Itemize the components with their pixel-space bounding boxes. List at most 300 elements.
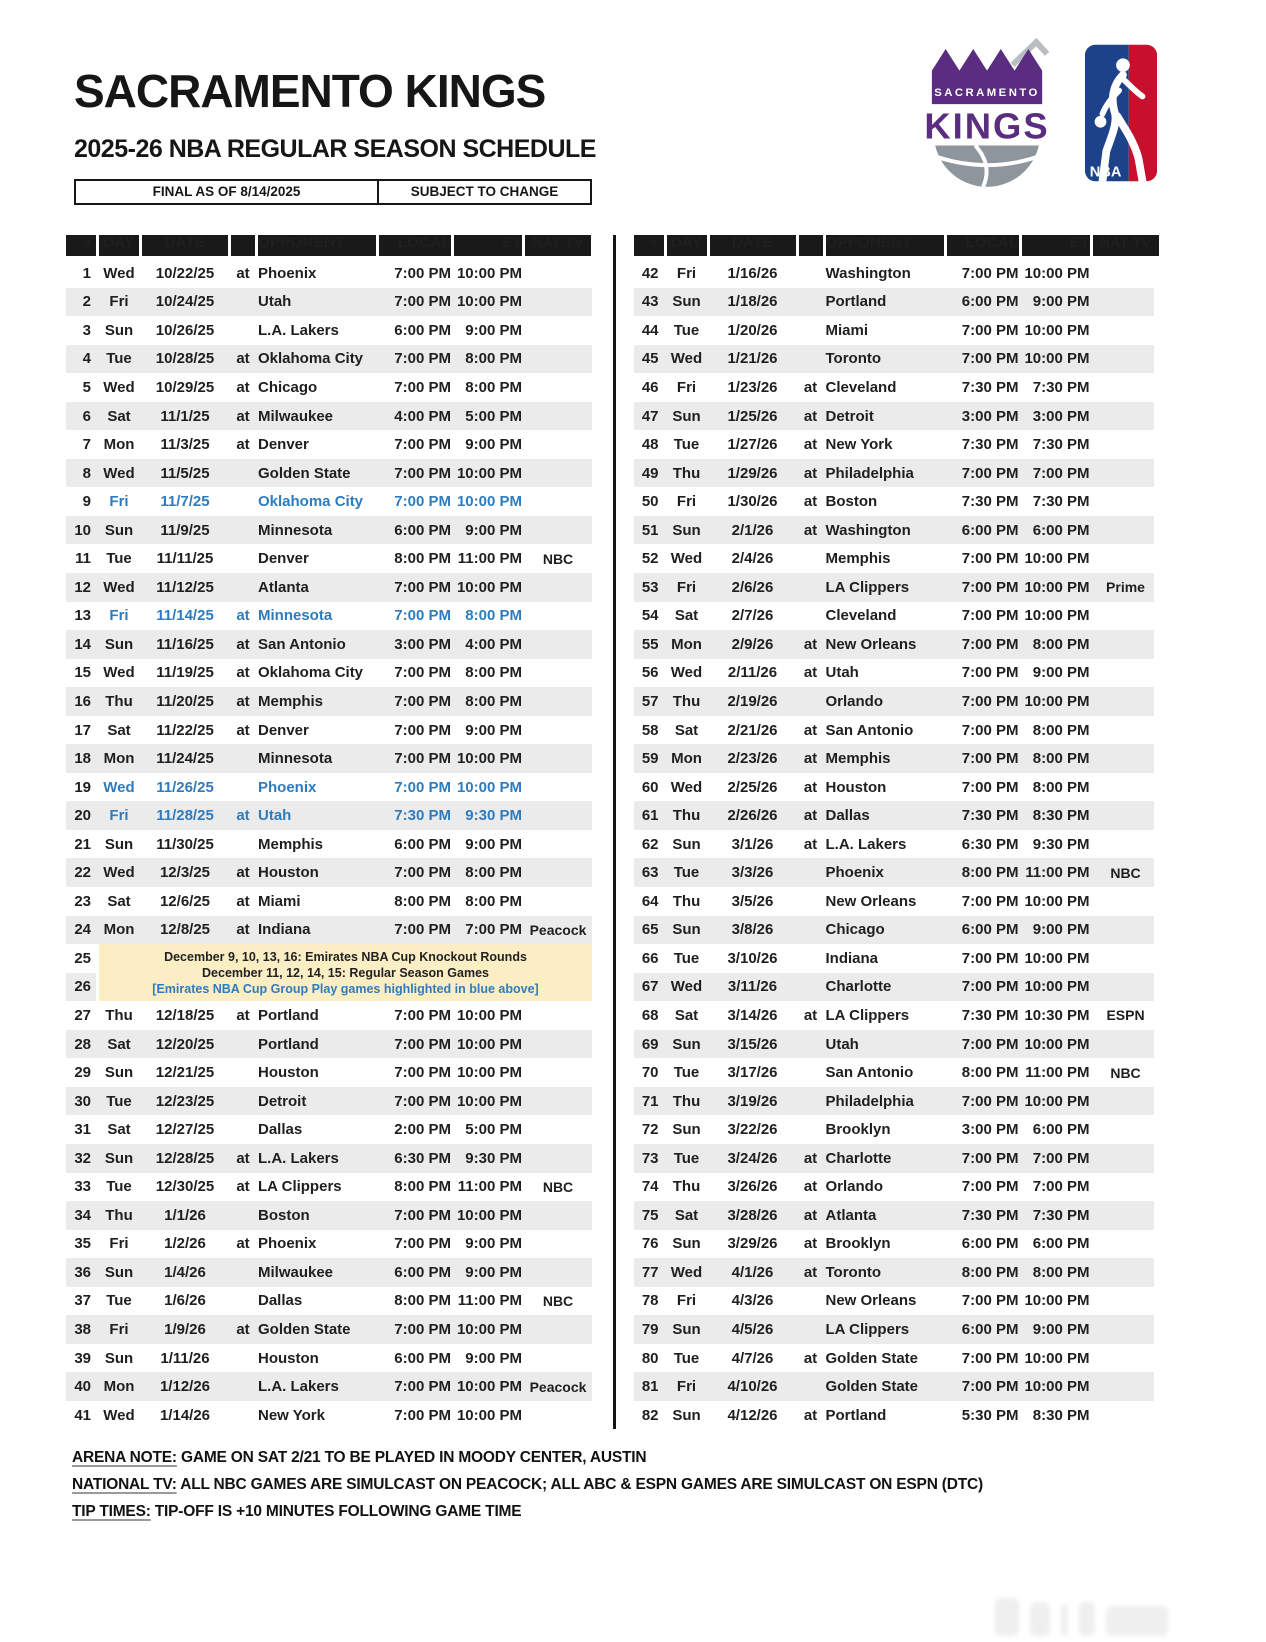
tip-times-note-label: TIP TIMES: (72, 1503, 151, 1521)
game-date: 3/29/26 (727, 1235, 778, 1253)
game-et-time: 10:00 PM (456, 578, 522, 596)
game-opponent: Miami (258, 892, 301, 910)
game-number: 15 (74, 664, 91, 682)
game-row (634, 716, 1154, 745)
cup-note-text (99, 944, 592, 1001)
game-date: 11/9/25 (160, 521, 210, 539)
game-number: 24 (74, 921, 91, 939)
game-et-time: 8:00 PM (1032, 721, 1090, 739)
game-et-time: 6:00 PM (1032, 1235, 1090, 1253)
game-number: 34 (74, 1206, 91, 1224)
game-local-time: 7:00 PM (394, 1206, 451, 1224)
game-date: 12/27/25 (155, 1121, 215, 1139)
game-row (634, 887, 1154, 916)
game-row (634, 1201, 1154, 1230)
game-row (634, 430, 1154, 459)
game-opponent: Orlando (825, 692, 884, 710)
column-header: OPPONENT (258, 235, 376, 256)
game-row (634, 1258, 1154, 1287)
game-local-time: 7:00 PM (961, 321, 1019, 339)
column-header: DAY (99, 235, 139, 256)
game-local-time: 6:00 PM (961, 1321, 1019, 1338)
game-opponent: San Antonio (825, 721, 914, 739)
game-day: Thu (672, 1178, 701, 1196)
game-row (634, 973, 1154, 1002)
game-number: 49 (641, 464, 659, 482)
game-day: Sun (672, 293, 701, 311)
game-et-time: 10:00 PM (1024, 692, 1090, 710)
game-et-time: 10:00 PM (1024, 892, 1090, 910)
game-opponent: Denver (258, 721, 309, 739)
game-local-time: 4:00 PM (394, 407, 451, 425)
game-number: 42 (641, 264, 659, 282)
game-local-time: 7:00 PM (394, 378, 451, 396)
game-day: Wed (103, 578, 135, 596)
schedule-tables (66, 235, 1266, 1429)
game-at: at (803, 378, 818, 396)
game-number: 33 (74, 1178, 91, 1196)
tip-times-note-text: TIP-OFF IS +10 MINUTES FOLLOWING GAME TIME (150, 1503, 522, 1521)
game-local-time: 7:00 PM (394, 607, 451, 625)
game-opponent: LA Clippers (825, 1321, 910, 1338)
game-number: 14 (74, 635, 91, 653)
game-date: 12/8/25 (159, 921, 211, 939)
game-et-time: 8:00 PM (1032, 635, 1090, 653)
game-at: at (236, 921, 250, 939)
game-local-time: 7:00 PM (961, 464, 1019, 482)
game-local-time: 7:00 PM (394, 1378, 451, 1396)
game-local-time: 7:00 PM (961, 664, 1019, 682)
game-row (634, 487, 1154, 516)
game-day: Thu (672, 692, 701, 710)
game-local-time: 6:00 PM (394, 1349, 451, 1367)
game-day: Fri (676, 493, 697, 511)
status-bar (74, 179, 592, 205)
game-date: 3/24/26 (727, 1149, 778, 1167)
game-et-time: 10:00 PM (456, 464, 522, 482)
game-local-time: 8:00 PM (394, 1292, 451, 1310)
game-opponent: Utah (258, 807, 292, 825)
game-number: 67 (641, 978, 659, 996)
game-opponent: Phoenix (258, 1235, 317, 1253)
game-et-time: 9:00 PM (1032, 1321, 1090, 1338)
column-header: NAT TV (1093, 235, 1159, 256)
game-et-time: 9:00 PM (465, 835, 522, 853)
game-et-time: 9:30 PM (465, 1149, 522, 1167)
game-local-time: 7:00 PM (394, 1035, 451, 1053)
game-et-time: 11:00 PM (1025, 864, 1090, 882)
game-opponent: LA Clippers (825, 1006, 910, 1024)
game-date: 4/5/26 (731, 1321, 774, 1338)
game-date: 1/11/26 (160, 1349, 210, 1367)
game-day: Sun (104, 635, 134, 653)
game-opponent: Memphis (258, 692, 324, 710)
game-local-time: 6:00 PM (394, 521, 451, 539)
game-opponent: LA Clippers (258, 1178, 342, 1196)
game-day: Tue (673, 864, 700, 882)
game-opponent: Milwaukee (258, 1263, 334, 1281)
game-et-time: 8:00 PM (465, 864, 522, 882)
game-et-time: 7:30 PM (1032, 378, 1090, 396)
game-date: 11/28/25 (156, 807, 214, 825)
game-number: 6 (82, 407, 91, 425)
game-day: Thu (672, 892, 701, 910)
game-local-time: 7:00 PM (961, 1292, 1019, 1310)
game-et-time: 10:00 PM (456, 1092, 522, 1110)
column-header (799, 235, 823, 256)
game-date: 2/23/26 (727, 750, 778, 768)
game-number: 19 (74, 778, 91, 796)
column-header: DAY (667, 235, 707, 256)
game-date: 11/24/25 (156, 750, 214, 768)
game-date: 12/28/25 (155, 1149, 215, 1167)
game-opponent: Toronto (825, 350, 882, 368)
game-number: 62 (641, 835, 659, 853)
game-et-time: 8:00 PM (465, 892, 522, 910)
game-et-time: 10:00 PM (1024, 578, 1090, 596)
game-number: 81 (641, 1378, 659, 1396)
game-date: 1/18/26 (727, 293, 778, 311)
game-et-time: 8:30 PM (1032, 1406, 1090, 1424)
game-opponent: Philadelphia (825, 1092, 914, 1110)
game-number: 80 (641, 1349, 659, 1367)
game-day: Wed (103, 1406, 135, 1424)
game-local-time: 7:00 PM (394, 493, 451, 511)
game-local-time: 3:00 PM (961, 1121, 1019, 1139)
game-opponent: Utah (825, 1035, 859, 1053)
game-day: Fri (676, 378, 697, 396)
game-local-time: 7:30 PM (394, 807, 451, 825)
game-opponent: L.A. Lakers (258, 321, 339, 339)
game-date: 11/26/25 (156, 778, 214, 796)
game-number: 64 (641, 892, 659, 910)
game-et-time: 10:00 PM (456, 1035, 522, 1053)
game-opponent: Utah (825, 664, 859, 682)
game-local-time: 7:30 PM (961, 1206, 1019, 1224)
game-local-time: 7:00 PM (961, 778, 1019, 796)
game-opponent: L.A. Lakers (825, 835, 907, 853)
game-et-time: 8:00 PM (465, 350, 522, 368)
game-row (66, 1173, 592, 1202)
game-et-time: 9:00 PM (465, 321, 522, 339)
game-at: at (803, 521, 818, 539)
game-day: Fri (109, 607, 129, 625)
game-day: Wed (670, 550, 703, 568)
game-day: Thu (105, 1007, 133, 1024)
game-et-time: 7:00 PM (465, 921, 522, 939)
game-number: 7 (82, 436, 91, 454)
game-day: Sun (672, 521, 701, 539)
final-as-of-label: FINAL AS OF 8/14/2025 (76, 181, 379, 203)
game-date: 2/19/26 (727, 692, 778, 710)
game-number: 30 (74, 1092, 91, 1110)
game-day: Tue (106, 1292, 132, 1310)
game-date: 1/2/26 (164, 1235, 206, 1253)
game-day: Sat (107, 1121, 131, 1139)
game-at: at (236, 807, 250, 825)
game-row (634, 916, 1154, 945)
game-at: at (236, 378, 250, 396)
game-number: 3 (82, 321, 91, 339)
game-opponent: Toronto (825, 1263, 882, 1281)
game-date: 3/11/26 (727, 978, 778, 996)
game-day: Fri (109, 1235, 129, 1253)
game-opponent: Indiana (825, 949, 879, 967)
game-opponent: L.A. Lakers (258, 1378, 339, 1396)
game-local-time: 7:00 PM (394, 864, 451, 882)
game-date: 11/19/25 (156, 664, 214, 682)
game-local-time: 6:00 PM (394, 321, 451, 339)
game-number: 44 (641, 321, 659, 339)
game-day: Fri (676, 1378, 697, 1396)
game-day: Fri (676, 264, 697, 282)
game-row (66, 516, 592, 545)
game-opponent: Boston (258, 1206, 310, 1224)
game-opponent: Minnesota (258, 750, 333, 768)
game-number: 40 (74, 1378, 91, 1396)
game-number: 25 (74, 949, 91, 967)
game-et-time: 10:00 PM (456, 293, 522, 311)
game-local-time: 3:00 PM (394, 635, 451, 653)
masthead (0, 0, 1266, 205)
game-opponent: Oklahoma City (258, 350, 364, 368)
game-local-time: 7:30 PM (961, 1006, 1019, 1024)
game-opponent: Phoenix (258, 778, 317, 796)
game-date: 10/26/25 (155, 321, 215, 339)
game-opponent: Houston (258, 1064, 319, 1082)
game-et-time: 10:00 PM (1024, 949, 1090, 967)
game-row (634, 573, 1154, 602)
game-date: 12/20/25 (155, 1035, 215, 1053)
game-at: at (803, 1349, 818, 1367)
game-at: at (803, 1235, 818, 1253)
game-et-time: 9:00 PM (465, 1349, 522, 1367)
game-date: 10/28/25 (155, 350, 215, 368)
game-number: 23 (74, 892, 91, 910)
game-et-time: 9:30 PM (465, 807, 522, 825)
game-et-time: 9:00 PM (1032, 664, 1090, 682)
game-row (634, 858, 1154, 887)
game-number: 36 (74, 1263, 91, 1281)
game-opponent: New York (258, 1406, 325, 1424)
game-et-time: 7:00 PM (1032, 464, 1090, 482)
game-number: 38 (74, 1321, 91, 1339)
nba-logo-panels (1085, 45, 1157, 182)
game-et-time: 7:30 PM (1032, 493, 1090, 511)
game-row (634, 1401, 1154, 1430)
game-nat-tv: NBC (1110, 864, 1141, 881)
game-row (66, 373, 592, 402)
column-header: ET (454, 235, 522, 256)
game-day: Tue (673, 1149, 700, 1167)
game-et-time: 11:00 PM (457, 1292, 522, 1310)
game-number: 58 (641, 721, 659, 739)
game-row (66, 744, 592, 773)
game-local-time: 7:00 PM (961, 892, 1019, 910)
game-opponent: Charlotte (825, 978, 892, 996)
game-opponent: Miami (825, 321, 869, 339)
game-nat-tv: Prime (1106, 579, 1145, 596)
game-row (66, 1201, 592, 1230)
game-et-time: 10:00 PM (456, 493, 522, 511)
game-opponent: Washington (825, 521, 911, 539)
game-row (66, 602, 592, 631)
game-date: 1/29/26 (727, 464, 778, 482)
game-number: 5 (82, 378, 91, 396)
game-number: 26 (66, 973, 96, 1002)
game-row (634, 259, 1154, 288)
game-opponent: Dallas (258, 1292, 303, 1310)
game-number: 27 (74, 1007, 91, 1024)
game-opponent: Philadelphia (825, 464, 914, 482)
game-opponent: Phoenix (825, 864, 884, 882)
game-row (634, 516, 1154, 545)
game-et-time: 8:00 PM (465, 692, 522, 710)
game-local-time: 8:00 PM (394, 1178, 451, 1196)
game-local-time: 6:30 PM (961, 835, 1019, 853)
game-date: 3/26/26 (727, 1178, 778, 1196)
game-at: at (803, 493, 818, 511)
game-local-time: 7:00 PM (961, 978, 1019, 996)
game-row (66, 716, 592, 745)
game-opponent: L.A. Lakers (258, 1149, 339, 1167)
game-day: Sun (672, 1035, 701, 1053)
game-et-time: 10:00 PM (1024, 1092, 1090, 1110)
schedule-table-first-half (66, 235, 592, 1429)
game-local-time: 7:00 PM (961, 1092, 1019, 1110)
game-et-time: 11:00 PM (457, 550, 522, 568)
game-et-time: 10:00 PM (456, 1007, 522, 1024)
game-local-time: 7:30 PM (961, 493, 1019, 511)
game-local-time: 7:30 PM (961, 807, 1019, 825)
game-local-time: 7:00 PM (961, 264, 1019, 282)
game-et-time: 10:30 PM (1024, 1006, 1090, 1024)
game-et-time: 10:00 PM (1024, 264, 1090, 282)
game-opponent: Golden State (825, 1378, 919, 1396)
game-local-time: 6:30 PM (394, 1149, 451, 1167)
kings-wordmark: KINGS (924, 105, 1050, 147)
game-row (634, 1173, 1154, 1202)
game-row (634, 687, 1154, 716)
game-day: Sat (107, 407, 131, 425)
game-date: 11/5/25 (160, 464, 210, 482)
game-day: Tue (106, 350, 132, 368)
game-at: at (236, 607, 250, 625)
game-date: 4/1/26 (731, 1263, 774, 1281)
game-opponent: New Orleans (825, 892, 917, 910)
game-number: 39 (74, 1349, 91, 1367)
game-day: Thu (672, 464, 701, 482)
game-date: 1/30/26 (727, 493, 778, 511)
game-number: 51 (641, 521, 659, 539)
game-day: Mon (103, 750, 135, 768)
kings-band-text: SACRAMENTO (934, 87, 1040, 100)
game-local-time: 7:00 PM (961, 350, 1019, 368)
game-at: at (803, 1206, 818, 1224)
game-row (66, 1115, 592, 1144)
game-opponent: Houston (825, 778, 887, 796)
game-date: 2/21/26 (727, 721, 778, 739)
game-local-time: 8:00 PM (394, 550, 451, 568)
game-opponent: Golden State (258, 1321, 351, 1339)
game-number: 29 (74, 1064, 91, 1082)
game-row (66, 687, 592, 716)
game-opponent: Washington (825, 264, 911, 282)
game-row (66, 1058, 592, 1087)
game-nat-tv: Peacock (529, 921, 587, 938)
game-row (634, 544, 1154, 573)
game-local-time: 8:00 PM (961, 1064, 1019, 1082)
game-row (66, 316, 592, 345)
game-date: 10/22/25 (155, 264, 215, 282)
game-day: Wed (103, 864, 135, 882)
game-date: 10/24/25 (155, 293, 215, 311)
cup-note-row-numbers (66, 944, 96, 1001)
game-row (634, 1315, 1154, 1344)
game-opponent: Dallas (825, 807, 870, 825)
game-nat-tv: NBC (1110, 1064, 1141, 1081)
game-day: Tue (106, 550, 132, 568)
game-day: Sat (107, 1035, 131, 1053)
game-day: Fri (109, 1321, 129, 1339)
game-date: 12/30/25 (155, 1178, 215, 1196)
national-tv-note-text: ALL NBC GAMES ARE SIMULCAST ON PEACOCK; ALL ABC & ESPN GAMES ARE SIMULCAST ON ESPN (DTC) (176, 1476, 983, 1494)
game-day: Fri (109, 293, 129, 311)
game-opponent: Atlanta (258, 578, 309, 596)
game-number: 9 (82, 493, 91, 511)
game-at: at (236, 1149, 250, 1167)
game-at: at (236, 1235, 250, 1253)
game-at: at (236, 664, 250, 682)
game-at: at (803, 464, 818, 482)
game-row (66, 916, 592, 945)
game-et-time: 9:00 PM (465, 1263, 522, 1281)
game-local-time: 7:00 PM (961, 949, 1019, 967)
column-header: DATE (710, 235, 796, 256)
nba-logo (1080, 38, 1162, 188)
game-nat-tv: Peacock (529, 1378, 587, 1395)
game-at: at (236, 436, 250, 454)
arena-note-label: ARENA NOTE: (72, 1449, 177, 1467)
game-at: at (236, 1007, 250, 1024)
game-opponent: Oklahoma City (258, 493, 364, 511)
game-day: Wed (670, 664, 703, 682)
game-day: Sun (672, 1321, 701, 1338)
game-at: at (236, 721, 250, 739)
game-day: Tue (106, 1178, 132, 1196)
game-number: 20 (74, 807, 91, 825)
game-opponent: Brooklyn (825, 1121, 891, 1139)
game-et-time: 10:00 PM (456, 1406, 522, 1424)
footnotes (0, 1429, 1266, 1525)
game-nat-tv: NBC (542, 550, 574, 567)
game-et-time: 10:00 PM (456, 1064, 522, 1082)
game-day: Wed (103, 264, 135, 282)
game-date: 11/7/25 (160, 493, 210, 511)
game-day: Mon (671, 750, 702, 768)
game-opponent: Minnesota (258, 521, 333, 539)
game-opponent: New York (825, 436, 893, 454)
game-day: Wed (670, 350, 703, 368)
game-number: 55 (641, 635, 659, 653)
game-number: 43 (641, 293, 659, 311)
column-header: NAT TV (525, 235, 591, 256)
game-number: 71 (641, 1092, 659, 1110)
game-day: Sat (674, 1006, 699, 1024)
game-row (634, 602, 1154, 631)
game-at: at (803, 778, 818, 796)
game-et-time: 10:00 PM (1024, 350, 1090, 368)
